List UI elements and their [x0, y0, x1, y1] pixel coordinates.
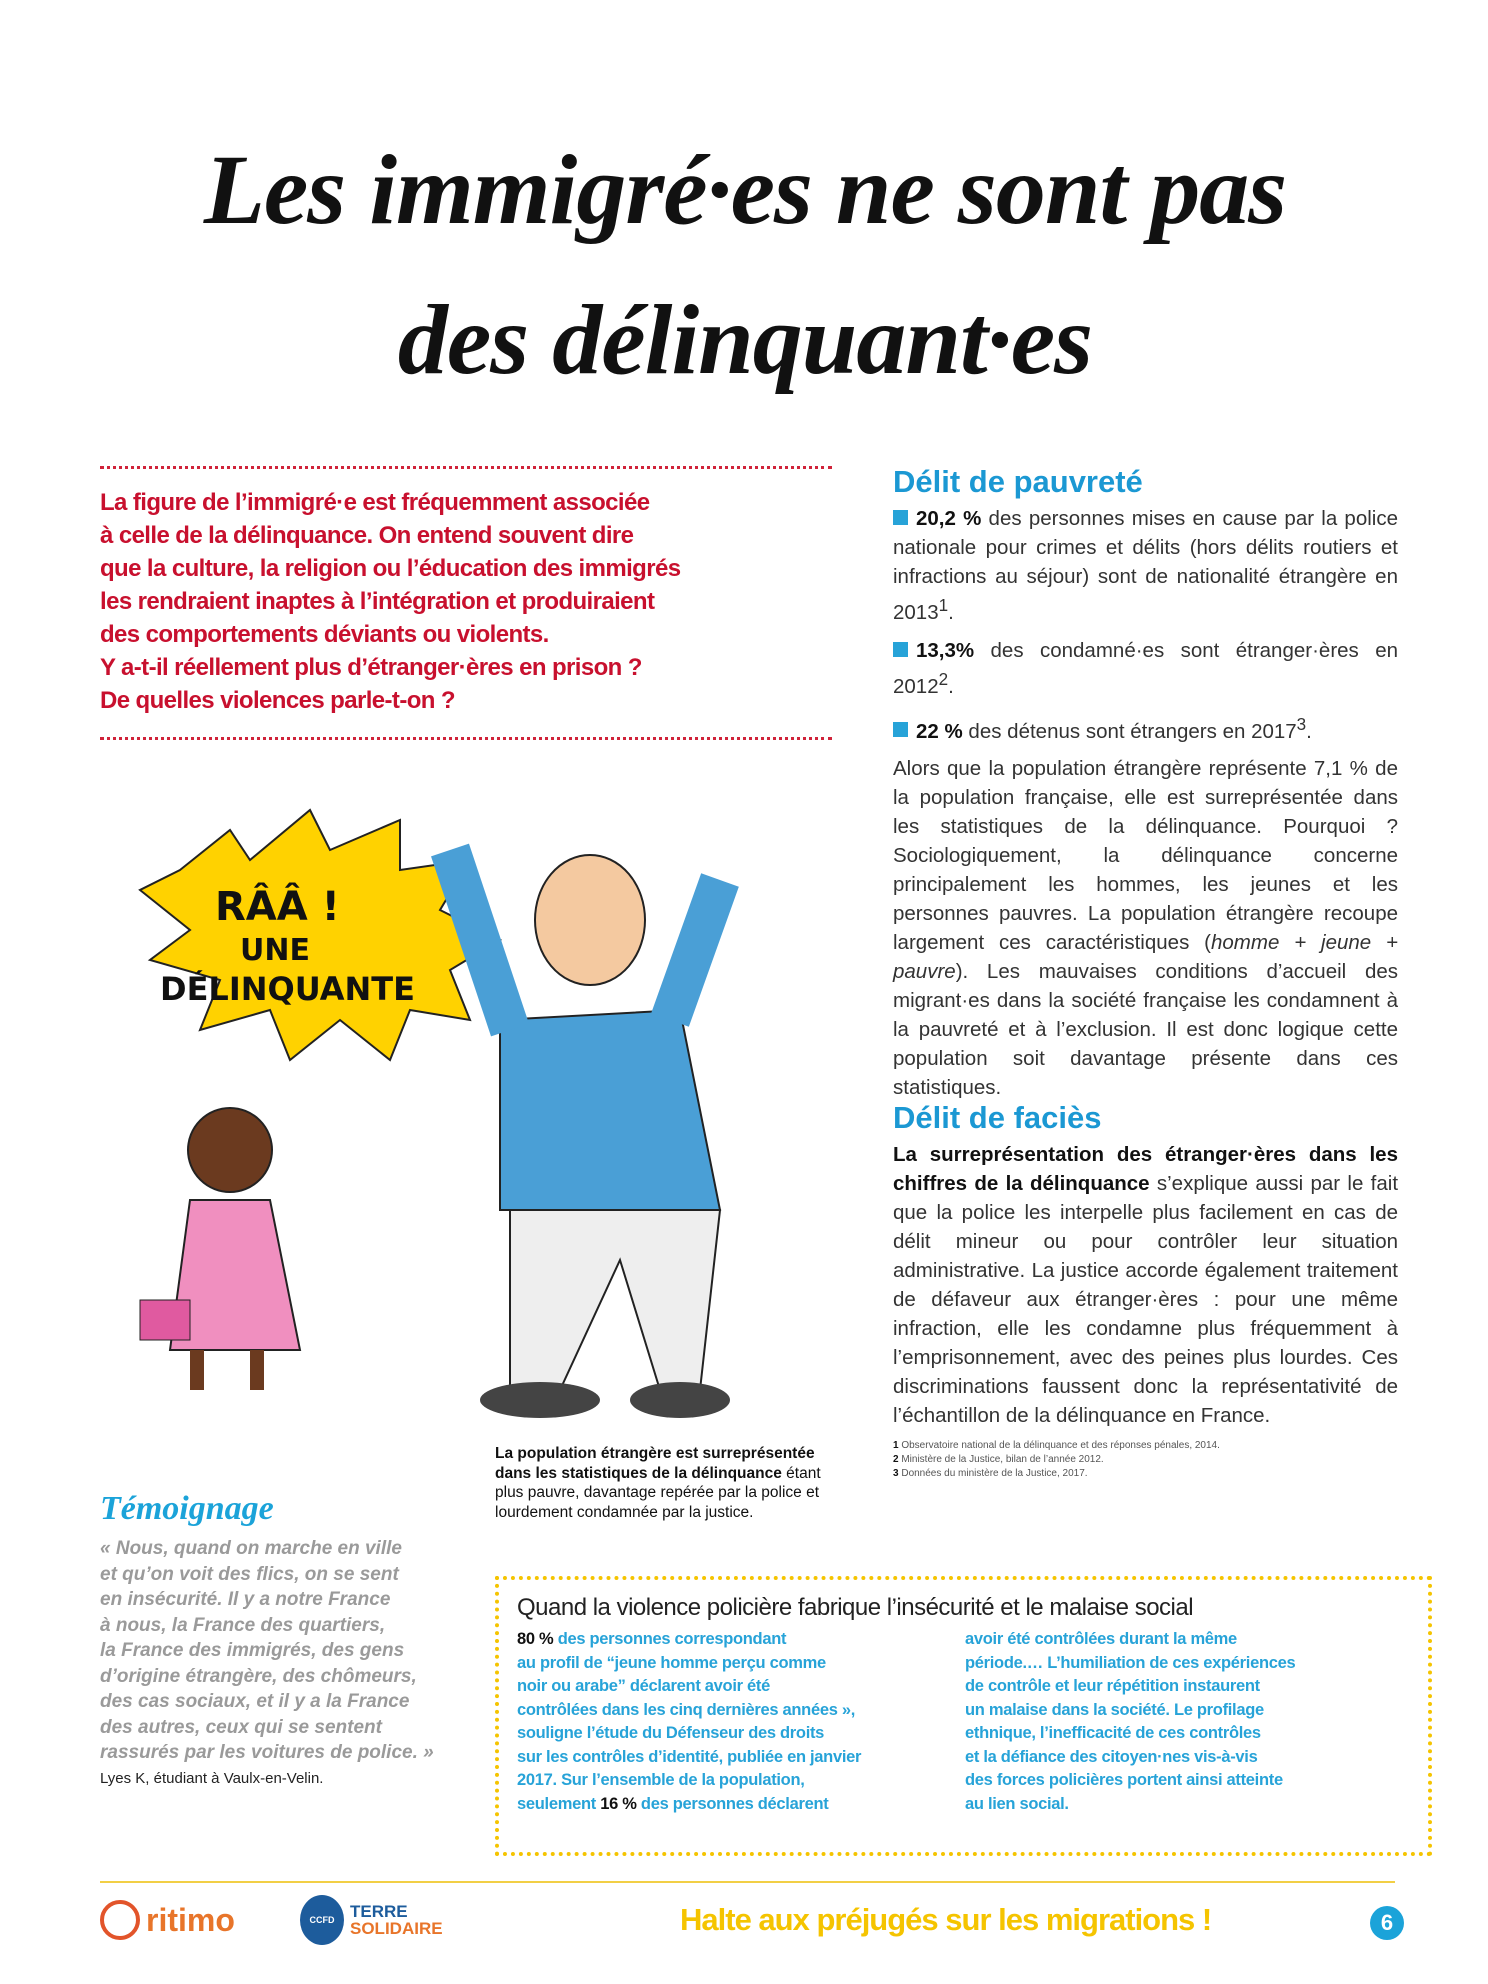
footnotes	[893, 1439, 1398, 1481]
box-title: Quand la violence policière fabrique l’insécurité et le malaise social	[517, 1594, 1194, 1621]
speech-burst	[140, 810, 500, 1060]
intro-block	[100, 466, 832, 740]
testimony-heading: Témoignage	[100, 1490, 274, 1527]
ccfd-wordmark: TERRE SOLIDAIRE	[350, 1902, 443, 1938]
stat-bullet-2: 13,3% des condamné·es sont étranger·ères en 2012$^2$.	[893, 638, 1398, 698]
pauvrete-paragraph: Alors que la population étrangère représente 7,1 % de la population française, elle est surreprésentée dans les statistiques de la délinquance. Pourquoi ? Sociologiquement, la délinquance concerne principalement les hommes, les jeunes et les personnes pauvres. La population étrangère recoupe largement ces caractéristiques (homme + jeune + pauvre). Les mauvaises conditions d’accueil des migrant·es dans la société française les condamnent à la pauvreté et à l’exclusion. Il est donc logique cette population soit davantage présente dans ces statistiques.	[893, 757, 1398, 1100]
testimony-quote: « Nous, quand on marche en ville et qu’on voit des flics, on se sent en insécurité. Il y a notre France à nous, la France des quartiers, la France des immigrés, des gens d’origine étrangère, des chômeurs, des cas sociaux, et il y a la France des autres, ceux qui se sentent rassurés par les voitures de police. »	[100, 1538, 434, 1763]
stat-bullet-3: 22 % des détenus sont étrangers en 2017$^3$.	[893, 710, 1398, 746]
footnote: 2 Ministère de la Justice, bilan de l’année 2012.	[893, 1454, 1104, 1465]
ritimo-circle-icon	[100, 1900, 140, 1940]
cartoon-illustration	[120, 790, 840, 1440]
heading-facies: Délit de faciès	[893, 1100, 1102, 1135]
ritimo-logo[interactable]	[100, 1900, 235, 1940]
page-title-line1: Les immigré·es ne sont pas	[203, 134, 1287, 245]
illustration-caption: La population étrangère est surreprésentée dans les statistiques de la délinquance étant plus pauvre, davantage repérée par la police et lourdement condamnée par la justice.	[495, 1445, 821, 1521]
ccfd-logo[interactable]	[300, 1895, 443, 1945]
stat-bullet-1: 20,2 % des personnes mises en cause par la police nationale pour crimes et délits (hors délits routiers et infractions au séjour) sont de nationalité étrangère en 2013$^1$.	[893, 507, 1398, 624]
testimony	[100, 1490, 480, 1787]
footnote: 3 Données du ministère de la Justice, 2017.	[893, 1468, 1088, 1479]
police-violence-box	[495, 1576, 1432, 1856]
bullet-square-icon	[893, 722, 908, 737]
facies-paragraph: La surreprésentation des étranger·ères dans les chiffres de la délinquance s’explique aussi par le fait que la police les interpelle plus facilement en cas de délit mineur ou pour contrôler leur situation administrative. La justice accorde également traitement de défaveur aux étranger·ères : pour une même infraction, elle les condamne plus fréquemment à l’emprisonnement, avec des peines plus lourdes. Ces discriminations faussent donc la représentativité de l’échantillon de la délinquance en France.	[893, 1143, 1399, 1427]
intro-text: La figure de l’immigré·e est fréquemment associée à celle de la délinquance. On entend souvent dire que la culture, la religion ou l’éducation des immigrés les rendraient inaptes à l’intégration et produiraient des comportements déviants ou violents. Y a-t-il réellement plus d’étranger·ères en prison ? De quelles violences parle-t-on ?	[100, 489, 681, 714]
ccfd-badge: CCFD	[300, 1895, 344, 1945]
footer-tagline: Halte aux préjugés sur les migrations !	[680, 1902, 1212, 1937]
footnote: 1 Observatoire national de la délinquance et des réponses pénales, 2014.	[893, 1440, 1220, 1451]
footer-divider	[100, 1881, 1395, 1883]
illustration-credit	[1455, 1640, 1467, 1840]
bullet-square-icon	[893, 642, 908, 657]
section-facies	[893, 1100, 1398, 1481]
heading-pauvrete: Délit de pauvreté	[893, 464, 1143, 499]
bubble-text-3: DÉLINQUANTE	[160, 970, 415, 1008]
page-number: 6	[1370, 1906, 1404, 1940]
bubble-text-2: UNE	[240, 933, 310, 968]
box-column-2: avoir été contrôlées durant la même période.… L’humiliation de ces expériences de contrôle et leur répétition instaurent un malaise dans la société. Le profilage ethnique, l’inefficacité de ces contrôles et la défiance des citoyen·nes vis-à-vis des forces policières portent ainsi atteinte au lien social.	[965, 1630, 1296, 1813]
bullet-square-icon	[893, 510, 908, 525]
page-title-line2: des délinquant·es	[397, 284, 1093, 395]
section-pauvrete	[893, 464, 1398, 1111]
bubble-text-1: RÂÂ !	[215, 884, 340, 930]
ritimo-wordmark: ritimo	[146, 1901, 235, 1938]
testimony-author: Lyes K, étudiant à Vaulx-en-Velin.	[100, 1769, 324, 1787]
box-column-1: 80 % des personnes correspondant au profil de “jeune homme perçu comme noir ou arabe” déclarent avoir été contrôlées dans les cinq dernières années », souligne l’étude du Défenseur des droits sur les contrôles d’identité, publiée en janvier 2017. Sur l’ensemble de la population, seulement 16 % des personnes déclarent	[517, 1630, 862, 1813]
man-figure	[450, 850, 730, 1418]
girl-figure	[140, 1108, 300, 1390]
